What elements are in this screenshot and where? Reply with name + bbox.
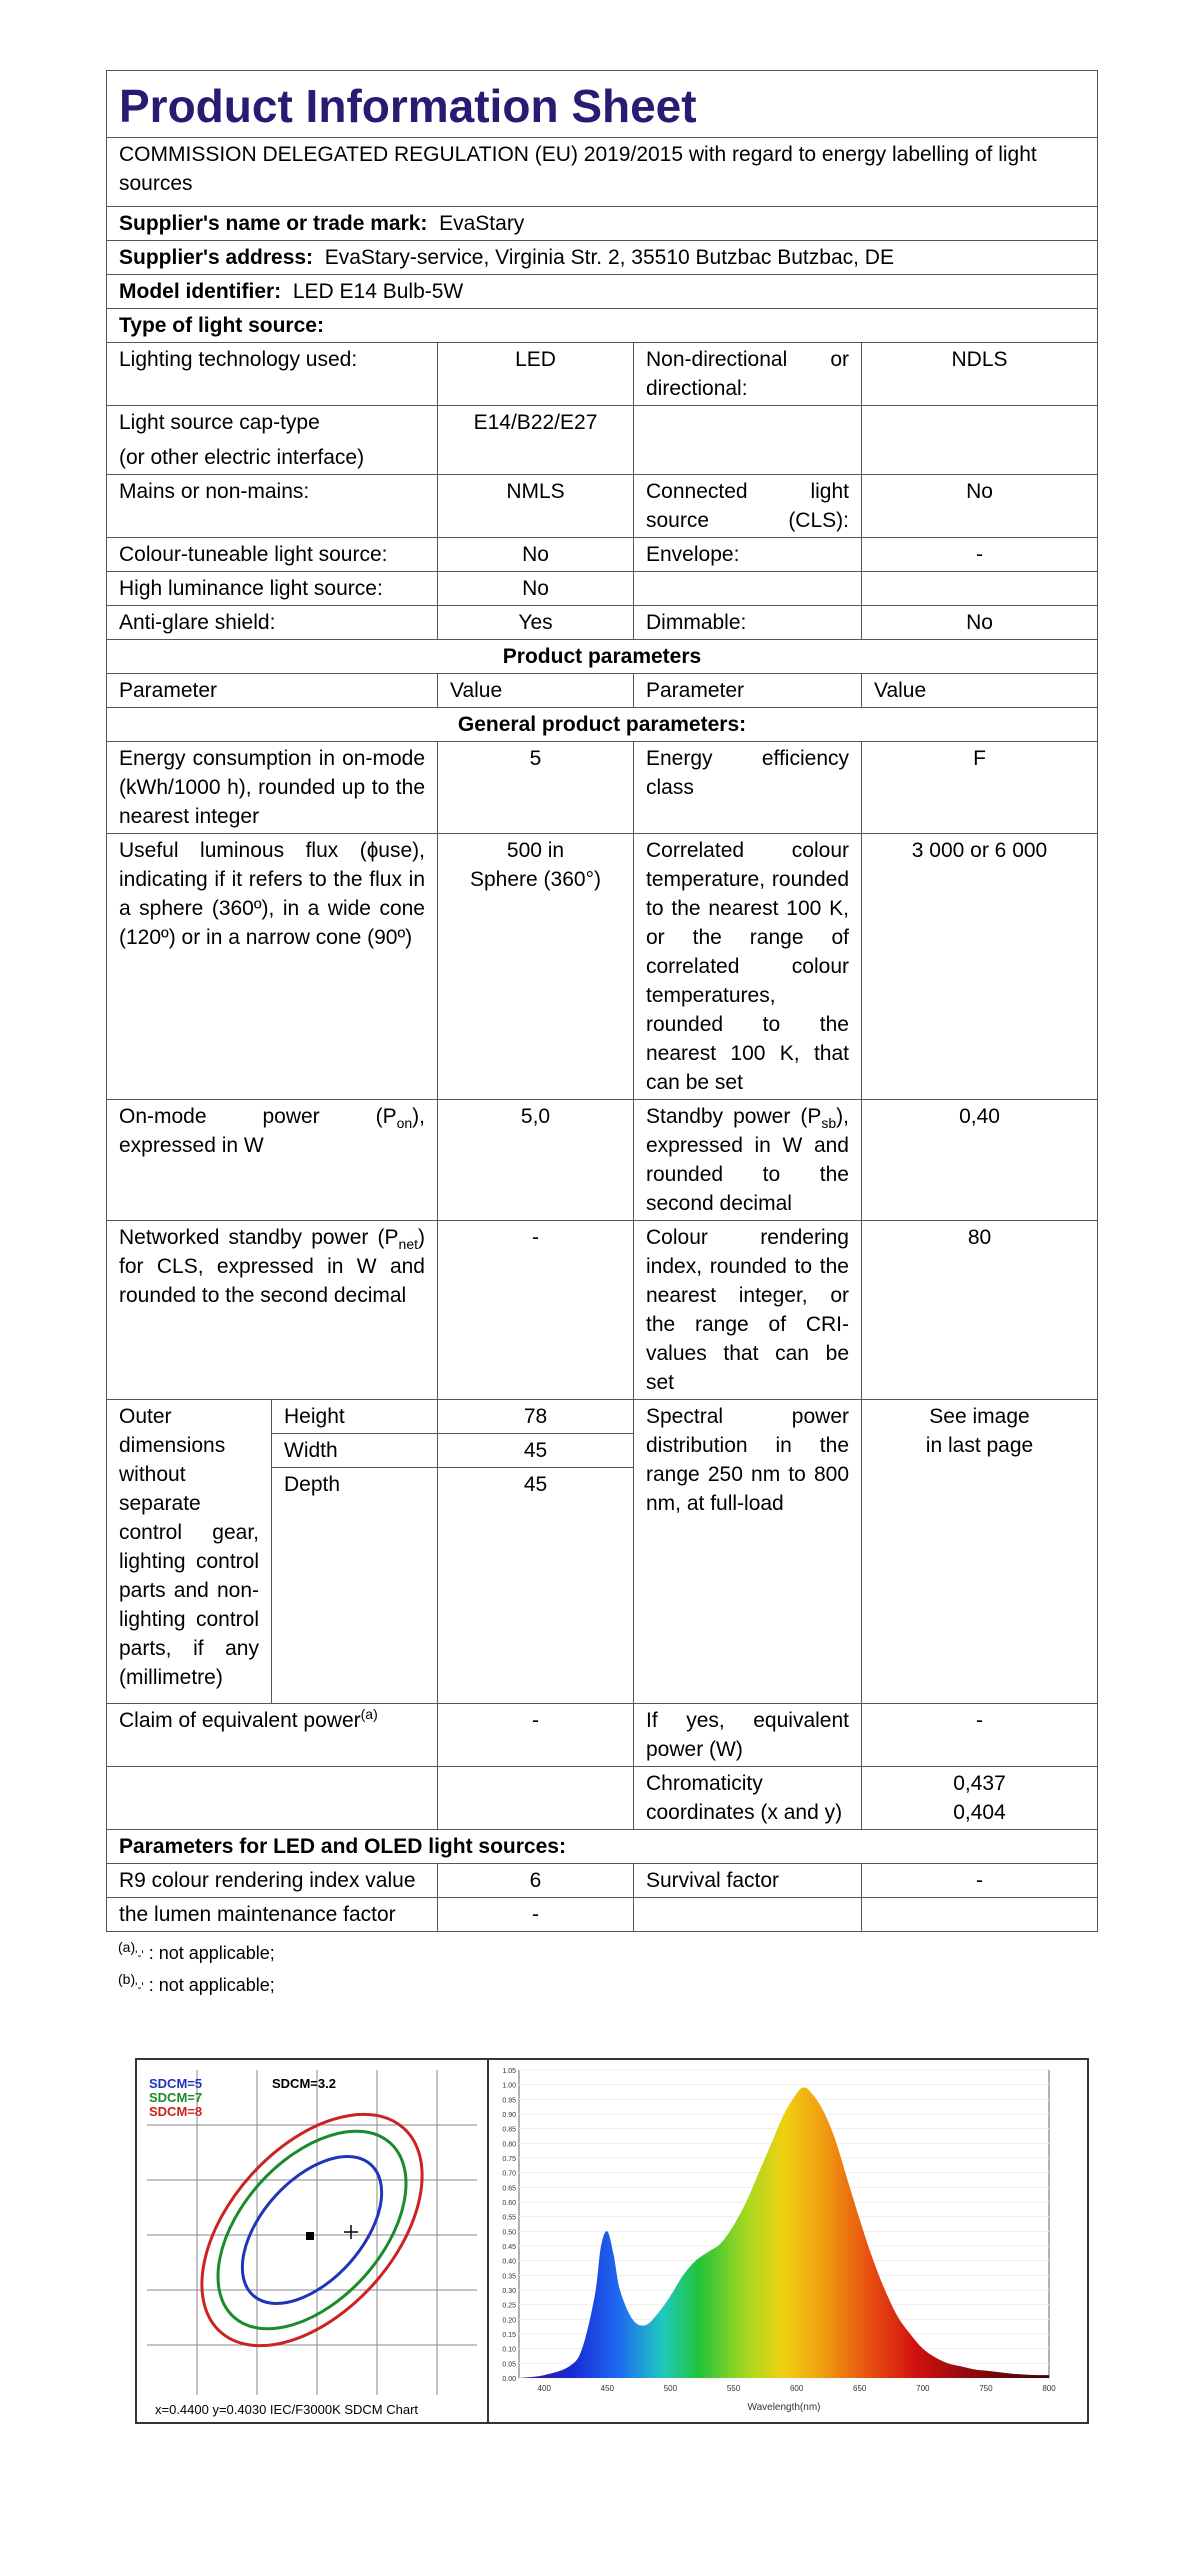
spd-y-tick-label: 0.95 bbox=[502, 2097, 516, 2105]
legend-sdcm-7: SDCM=7 bbox=[149, 2090, 203, 2105]
spd-y-tick-label: 0.30 bbox=[502, 2288, 516, 2295]
r9-value: 6 bbox=[438, 1864, 634, 1898]
col-header-value: Value bbox=[438, 674, 634, 708]
chromaticity-y: 0,404 bbox=[953, 1801, 1006, 1824]
energy-class-value: F bbox=[862, 742, 1098, 834]
survival-label: Survival factor bbox=[634, 1864, 862, 1898]
spd-y-tick-label: 0.45 bbox=[502, 2244, 516, 2251]
dimmable-value: No bbox=[862, 606, 1098, 640]
info-table bbox=[106, 70, 1098, 1932]
spd-value-line1: See image bbox=[929, 1405, 1030, 1428]
lumen-maintenance-empty-2 bbox=[862, 1898, 1098, 1932]
spd-y-tick-label: 0.20 bbox=[502, 2317, 516, 2325]
luminous-flux-value-line1: 500 in bbox=[506, 839, 565, 862]
spd-y-tick-label: 0.35 bbox=[502, 2273, 516, 2281]
regulation-subtitle: COMMISSION DELEGATED REGULATION (EU) 2019/2015 with regard to energy labelling of light sources bbox=[107, 138, 1098, 207]
high-luminance-value: No bbox=[438, 572, 634, 606]
lumen-maintenance-empty-1 bbox=[634, 1898, 862, 1932]
equivalent-power-claim-value: - bbox=[438, 1704, 634, 1767]
chromaticity-empty-1 bbox=[107, 1767, 438, 1830]
colour-tuneable-value: No bbox=[438, 538, 634, 572]
sdcm-ellipse-8 bbox=[159, 2073, 464, 2386]
equivalent-power-label: If yes, equivalent power (W) bbox=[634, 1704, 862, 1767]
page-title: Product Information Sheet bbox=[107, 71, 1098, 138]
chromaticity-x: 0,437 bbox=[953, 1772, 1006, 1795]
spd-x-tick-label: 500 bbox=[663, 2384, 678, 2393]
spd-y-ticks bbox=[502, 2068, 516, 2383]
standby-power-value: 0,40 bbox=[862, 1100, 1098, 1221]
networked-standby-label: Networked standby power $(P_{net})$ for CLS, expressed in W and rounded to the second decimal bbox=[107, 1221, 438, 1400]
supplier-name-value: EvaStary bbox=[439, 212, 525, 235]
legend-sdcm-8: SDCM=8 bbox=[149, 2104, 203, 2119]
sdcm-chart bbox=[137, 2060, 489, 2422]
spd-x-ticks bbox=[538, 2384, 1057, 2393]
cap-type-empty-2 bbox=[862, 406, 1098, 475]
supplier-name-label: Supplier's name or trade mark: bbox=[119, 212, 428, 235]
high-luminance-empty-2 bbox=[862, 572, 1098, 606]
spd-x-tick-label: 400 bbox=[537, 2384, 551, 2393]
legend-sdcm-5: SDCM=5 bbox=[149, 2076, 203, 2091]
width-value: 45 bbox=[438, 1434, 634, 1468]
cct-label: Correlated colour temperature, rounded to the nearest 100 K, or the range of correlated colour temperatures, rounded to the nearest 100 K, that can be set bbox=[634, 834, 862, 1100]
directional-value: NDLS bbox=[862, 343, 1098, 406]
height-label: Height bbox=[272, 1400, 438, 1434]
cri-label: Colour rendering index, rounded to the nearest integer, or the range of CRI-values that can be set bbox=[634, 1221, 862, 1400]
width-label: Width bbox=[272, 1434, 438, 1468]
led-parameters-heading: Parameters for LED and OLED light sources: bbox=[107, 1830, 1098, 1864]
model-identifier-label: Model identifier: bbox=[119, 280, 282, 303]
type-of-light-source-heading: Type of light source: bbox=[107, 309, 1098, 343]
depth-label: Depth bbox=[272, 1468, 438, 1704]
mains-label: Mains or non-mains: bbox=[107, 475, 438, 538]
spd-x-tick-label: 650 bbox=[853, 2384, 867, 2393]
luminous-flux-value-line2: Sphere (360°) bbox=[470, 868, 601, 891]
anti-glare-label: Anti-glare shield: bbox=[107, 606, 438, 640]
survival-value: - bbox=[862, 1864, 1098, 1898]
spd-y-tick-label: 0.90 bbox=[502, 2112, 516, 2119]
height-value: 78 bbox=[438, 1400, 634, 1434]
spd-x-tick-label: 450 bbox=[600, 2384, 615, 2393]
spd-y-tick-label: 1.00 bbox=[502, 2082, 516, 2090]
spd-y-tick-label: 0.75 bbox=[502, 2156, 516, 2163]
measured-point bbox=[306, 2232, 314, 2240]
high-luminance-empty-1 bbox=[634, 572, 862, 606]
directional-label: Non-directional or directional: bbox=[634, 343, 862, 406]
outer-dimensions-label: Outer dimensions without separate control gear, lighting control parts and non-lighting control parts, if any (millimetre) bbox=[107, 1400, 272, 1704]
col-header-value-2: Value bbox=[862, 674, 1098, 708]
spd-y-tick-label: 0.60 bbox=[502, 2200, 516, 2207]
spd-x-axis-label: Wavelength(nm) bbox=[747, 2402, 821, 2413]
spd-x-tick-label: 600 bbox=[789, 2384, 804, 2393]
col-header-parameter-2: Parameter bbox=[634, 674, 862, 708]
supplier-name-row bbox=[107, 207, 1098, 241]
cap-type-value: E14/B22/E27 bbox=[438, 406, 634, 475]
model-identifier-value: LED E14 Bulb-5W bbox=[292, 280, 464, 303]
spd-y-tick-label: 0.00 bbox=[502, 2376, 516, 2383]
equivalent-power-claim-label: Claim of equivalent power$^{(a)}$ bbox=[107, 1704, 438, 1767]
high-luminance-label: High luminance light source: bbox=[107, 572, 438, 606]
energy-consumption-value: 5 bbox=[438, 742, 634, 834]
footnote-b: $^{(b)}$'-' : not applicable; bbox=[118, 1971, 275, 1995]
cap-type-label-line1: Light source cap-type bbox=[119, 411, 320, 434]
spd-y-tick-label: 0.50 bbox=[502, 2229, 516, 2237]
spd-value-line2: in last page bbox=[925, 1434, 1034, 1457]
anti-glare-value: Yes bbox=[438, 606, 634, 640]
envelope-label: Envelope: bbox=[634, 538, 862, 572]
spd-y-tick-label: 0.10 bbox=[502, 2346, 516, 2354]
envelope-value: - bbox=[862, 538, 1098, 572]
networked-standby-value: - bbox=[438, 1221, 634, 1400]
spd-y-tick-label: 0.05 bbox=[502, 2361, 516, 2369]
cls-value: No bbox=[862, 475, 1098, 538]
cap-type-empty-1 bbox=[634, 406, 862, 475]
spd-x-tick-label: 750 bbox=[979, 2384, 993, 2393]
sdcm-ellipse-7 bbox=[182, 2096, 443, 2364]
supplier-address-label: Supplier's address: bbox=[119, 246, 314, 269]
spd-y-tick-label: 0.55 bbox=[502, 2214, 516, 2222]
supplier-address-value: EvaStary-service, Virginia Str. 2, 35510 Butzbac Butzbac, DE bbox=[324, 246, 894, 269]
supplier-address-row bbox=[107, 241, 1098, 275]
spd-value bbox=[862, 1400, 1098, 1704]
sdcm-footer: x=0.4400 y=0.4030 IEC/F3000K SDCM Chart bbox=[155, 2402, 419, 2417]
chromaticity-empty-2 bbox=[438, 1767, 634, 1830]
dimmable-label: Dimmable: bbox=[634, 606, 862, 640]
cri-value: 80 bbox=[862, 1221, 1098, 1400]
chromaticity-label: Chromaticity coordinates (x and y) bbox=[634, 1767, 862, 1830]
sdcm-ellipse-5 bbox=[216, 2131, 408, 2329]
energy-class-label: Energy efficiency class bbox=[634, 742, 862, 834]
spd-y-tick-label: 0.15 bbox=[502, 2332, 516, 2339]
footnotes bbox=[106, 1938, 1097, 2002]
on-mode-power-value: 5,0 bbox=[438, 1100, 634, 1221]
general-parameters-heading: General product parameters: bbox=[107, 708, 1098, 742]
spd-x-tick-label: 700 bbox=[916, 2384, 930, 2393]
spd-x-tick-label: 550 bbox=[726, 2384, 741, 2393]
spd-y-tick-label: 0.65 bbox=[502, 2185, 516, 2193]
model-identifier-row bbox=[107, 275, 1098, 309]
mains-value: NMLS bbox=[438, 475, 634, 538]
lighting-tech-label: Lighting technology used: bbox=[107, 343, 438, 406]
chromaticity-value bbox=[862, 1767, 1098, 1830]
product-information-sheet bbox=[106, 70, 1097, 2002]
sdcm-svg bbox=[137, 2060, 487, 2422]
lumen-maintenance-value: - bbox=[438, 1898, 634, 1932]
col-header-parameter: Parameter bbox=[107, 674, 438, 708]
spd-y-tick-label: 0.85 bbox=[502, 2126, 516, 2134]
center-cross-icon bbox=[344, 2225, 358, 2239]
luminous-flux-value bbox=[438, 834, 634, 1100]
energy-consumption-label: Energy consumption in on-mode (kWh/1000 h), rounded up to the nearest integer bbox=[107, 742, 438, 834]
cct-value: 3 000 or 6 000 bbox=[862, 834, 1098, 1100]
spd-label: Spectral power distribution in the range 250 nm to 800 nm, at full-load bbox=[634, 1400, 862, 1704]
spd-svg bbox=[489, 2060, 1087, 2422]
spd-x-tick-label: 800 bbox=[1042, 2384, 1056, 2393]
depth-value: 45 bbox=[438, 1468, 634, 1704]
cap-type-label bbox=[107, 406, 438, 475]
spd-y-tick-label: 0.70 bbox=[502, 2170, 516, 2178]
cap-type-label-line2: (or other electric interface) bbox=[119, 446, 365, 469]
product-parameters-heading: Product parameters bbox=[107, 640, 1098, 674]
equivalent-power-value: - bbox=[862, 1704, 1098, 1767]
colour-tuneable-label: Colour-tuneable light source: bbox=[107, 538, 438, 572]
on-mode-power-label: On-mode power $(P_{on})$, expressed in W bbox=[107, 1100, 438, 1221]
footnote-a: $^{(a)}$'-' : not applicable; bbox=[118, 1939, 275, 1963]
spd-y-tick-label: 0.25 bbox=[502, 2302, 516, 2310]
spd-chart bbox=[489, 2060, 1087, 2422]
lumen-maintenance-label: the lumen maintenance factor bbox=[107, 1898, 438, 1932]
sdcm-value-label: SDCM=3.2 bbox=[272, 2076, 336, 2091]
lighting-tech-value: LED bbox=[438, 343, 634, 406]
r9-label: R9 colour rendering index value bbox=[107, 1864, 438, 1898]
cls-label: Connected light source (CLS): bbox=[634, 475, 862, 538]
standby-power-label: Standby power $(P_{sb})$, expressed in W and rounded to the second decimal bbox=[634, 1100, 862, 1221]
spd-y-tick-label: 0.40 bbox=[502, 2258, 516, 2266]
luminous-flux-label: Useful luminous flux (ɸuse), indicating if it refers to the flux in a sphere (360º), in a wide cone (120º) or in a narrow cone (90º) bbox=[107, 834, 438, 1100]
spd-y-tick-label: 0.80 bbox=[502, 2141, 516, 2149]
spectral-figure bbox=[135, 2058, 1089, 2424]
spd-y-tick-label: 1.05 bbox=[502, 2068, 516, 2075]
